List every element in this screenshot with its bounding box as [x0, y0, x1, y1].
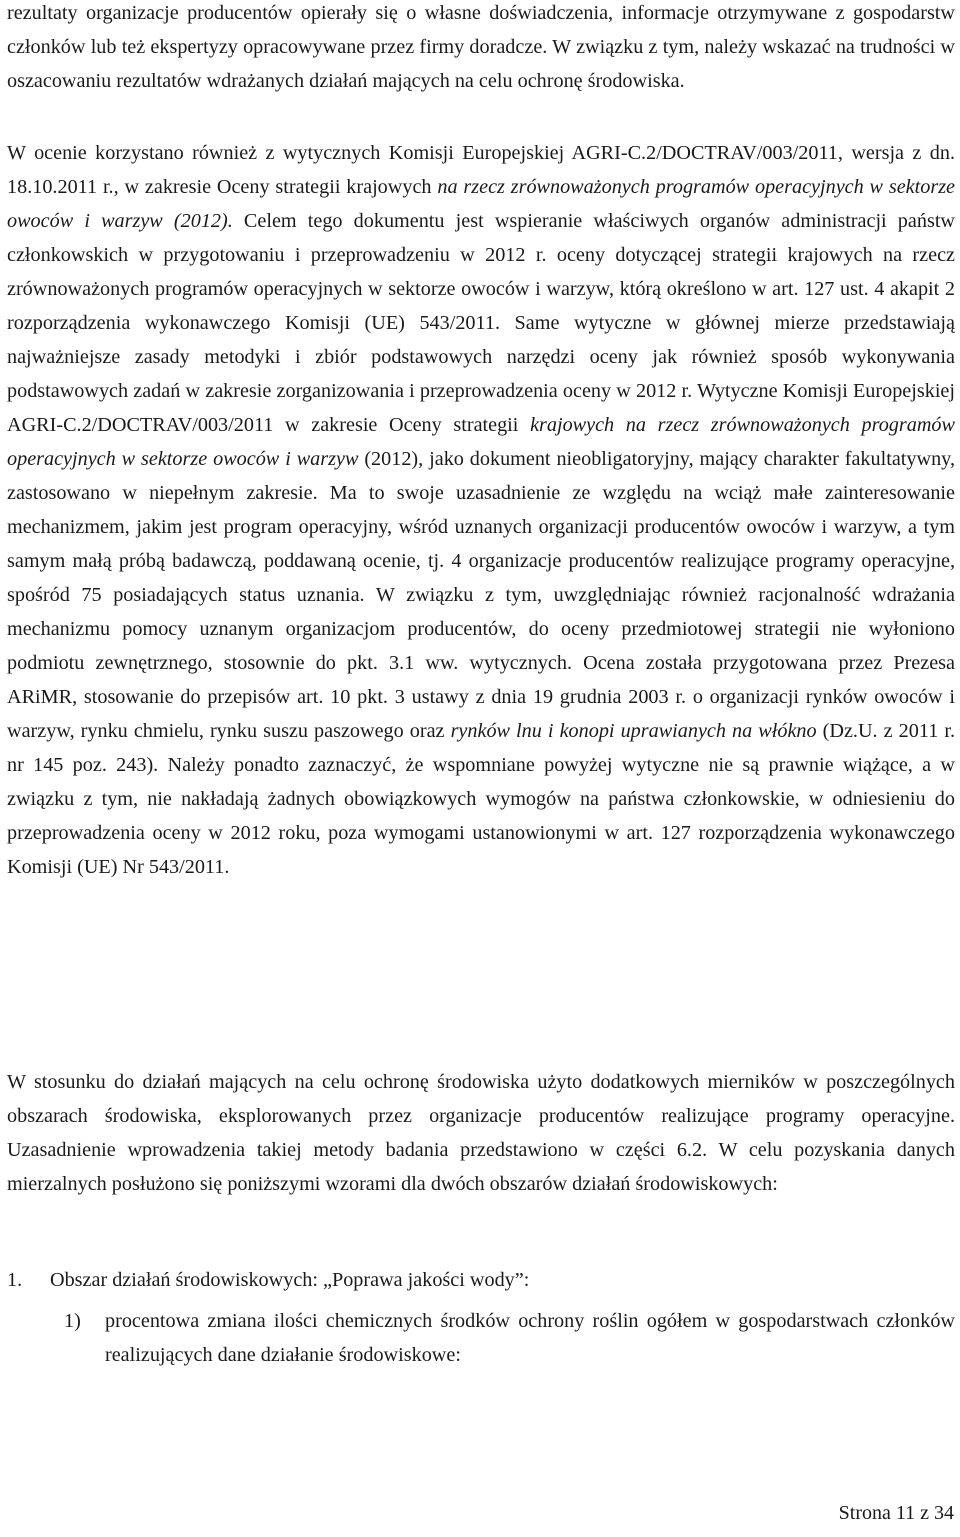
- paragraph-guidelines-italic-e: krajowych na rzecz zrównoważonych programów operacyjnych w sektorze owoców i warzyw: [7, 414, 955, 470]
- paragraph-guidelines-text-d: Celem tego dokumentu jest wspieranie właściwych organów administracji państw członkowskich w przygotowaniu i przeprowadzeniu w 2012 r. oceny dotyczącej strategii krajowych na rzecz zrównoważonych programów operacyjnych w sektorze owoców i warzyw, którą określono w art. 127 ust. 4 akapit 2 rozporządzenia wykonawczego Komisji (UE) 543/2011. Same wytyczne w głównej mierze przedstawiają najważniejsze zasady metodyki i zbiór podstawowych narzędzi oceny jak również sposób wykonywania podstawowych zadań w zakresie zorganizowania i przeprowadzenia oceny w 2012 r. Wytyczne Komisji Europejskiej AGRI-C.2/DOCTRAV/003/2011 w zakresie Oceny strategii: [7, 210, 956, 436]
- paragraph-guidelines-italic-c: na rzecz zrównoważonych programów operacyjnych w sektorze owoców i warzyw (2012).: [7, 176, 956, 232]
- paragraph-guidelines-text-a: W ocenie korzystano również z wytycznych Komisji Europejskiej AGRI-C.2/DOCTRAV/003/2011, wersja z dn. 18.10.2011 r., w zakresie: [7, 142, 955, 198]
- page-number-footer: Strona 11 z 34: [838, 1502, 954, 1524]
- paragraph-guidelines-text-h: (Dz.U. z 2011 r. nr 145 poz. 243). Należy ponadto zaznaczyć, że wspomniane powyżej wytyczne nie są prawnie wiążące, a w związku z tym, nie nakładają żadnych obowiązkowych wymogów na państwa członkowskie, w odniesieniu do przeprowadzenia oceny w 2012 roku, poza wymogami ustanowionymi w art. 127 rozporządzenia wykonawczego Komisji (UE) Nr 543/2011.: [7, 720, 956, 878]
- paragraph-measures: [7, 1065, 955, 1201]
- paragraph-intro-text: rezultaty organizacje producentów opierały się o własne doświadczenia, informacje otrzymywane z gospodarstw członków lub też ekspertyzy opracowywane przez firmy doradcze. W związku z tym, należy wskazać na trudności w oszacowaniu rezultatów wdrażanych działań mających na celu ochronę środowiska.: [7, 2, 955, 92]
- paragraph-guidelines-italic-g: rynków lnu i konopi uprawianych na włókno: [450, 720, 817, 742]
- list-item-1-text: Obszar działań środowiskowych: „Poprawa jakości wody”:: [50, 1269, 530, 1291]
- sublist-item-1-number: 1): [64, 1310, 81, 1332]
- paragraph-guidelines: [7, 136, 955, 884]
- sublist-item-1-text: procentowa zmiana ilości chemicznych środków ochrony roślin ogółem w gospodarstwach członków realizujących dane działanie środowiskowe:: [105, 1310, 955, 1366]
- paragraph-guidelines-text-f: (2012), jako dokument nieobligatoryjny, mający charakter fakultatywny, zastosowano w niepełnym zakresie. Ma to swoje uzasadnienie ze względu na wciąż małe zainteresowanie mechanizmem, jakim jest program operacyjny, wśród uznanych organizacji producentów owoców i warzyw, a tym samym małą próbą badawczą, poddawaną ocenie, tj. 4 organizacje producentów realizujące programy operacyjne, spośród 75 posiadających status uznania. W związku z tym, uwzględniając również racjonalność wdrażania mechanizmu pomocy uznanym organizacjom producentów, do oceny przedmiotowej strategii nie wyłoniono podmiotu zewnętrznego, stosownie do pkt. 3.1 ww. wytycznych. Ocena została przygotowana przez Prezesa ARiMR, stosowanie do przepisów art. 10 pkt. 3 ustawy z dnia 19 grudnia 2003 r. o organizacji rynków owoców i warzyw, rynku chmielu, rynku suszu paszowego oraz: [7, 448, 956, 742]
- paragraph-intro: [7, 0, 955, 98]
- paragraph-guidelines-text-b: Oceny strategii krajowych: [216, 176, 438, 198]
- paragraph-measures-text: W stosunku do działań mających na celu ochronę środowiska użyto dodatkowych mierników w poszczególnych obszarach środowiska, eksplorowanych przez organizacje producentów realizujące programy operacyjne. Uzasadnienie wprowadzenia takiej metody badania przedstawiono w części 6.2. W celu pozyskania danych mierzalnych posłużono się poniższymi wzorami dla dwóch obszarów działań środowiskowych:: [7, 1071, 955, 1195]
- list-item-1-number: 1.: [7, 1269, 23, 1291]
